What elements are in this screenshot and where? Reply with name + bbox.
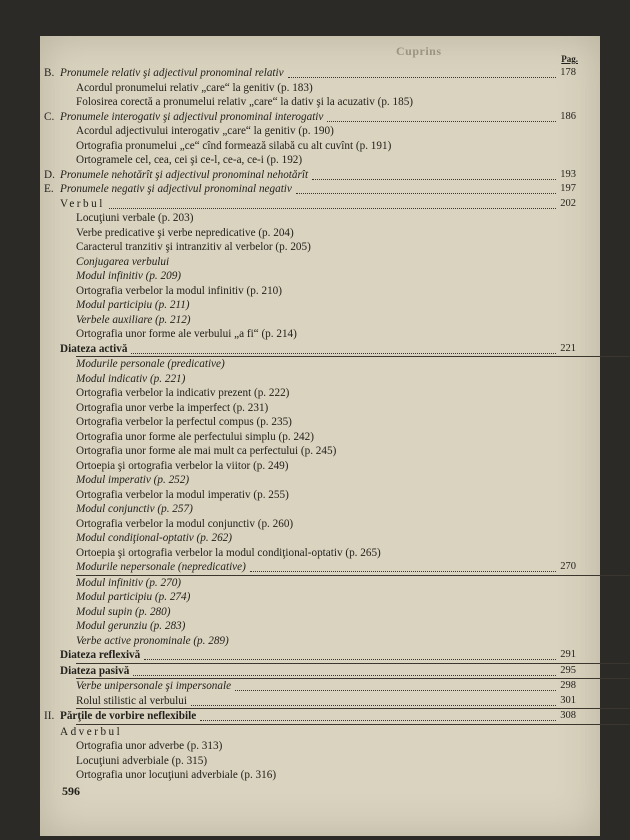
toc-entry (40, 430, 600, 445)
toc-entry-title: Ortografia verbelor la modul conjunctiv (p. 260) (76, 517, 294, 530)
footer-page-number: 596 (62, 784, 80, 798)
toc-entry-page: 202 (560, 197, 576, 209)
toc-entry-title: Ortoepia şi ortografia verbelor la viitor (p. 249) (76, 459, 289, 472)
toc-entry-title: Ortoepia şi ortografia verbelor la modul condiţional-optativ (p. 265) (76, 546, 381, 559)
toc-entry-title: Ortografia verbelor la modul imperativ (p. 255) (76, 488, 289, 501)
leader-dots (296, 192, 556, 194)
leader-dots (133, 674, 556, 676)
toc-entry (40, 211, 600, 226)
toc-entry (40, 531, 600, 546)
leader-dots (312, 178, 556, 180)
toc-entry-title: Ortografia unor forme ale perfectului simplu (p. 242) (76, 430, 314, 443)
toc-entry (40, 81, 600, 96)
toc-entry (40, 95, 600, 110)
toc-entry-page: 193 (560, 168, 576, 180)
toc-entry-title: Adverbul (60, 725, 123, 738)
leader-dots (327, 120, 556, 122)
toc-entry-title: Ortografia verbelor la perfectul compus (p. 235) (76, 416, 292, 428)
toc-entry (40, 168, 600, 183)
toc-entry-title: Pronumele interogativ şi adjectivul pronominal interogativ (60, 110, 324, 123)
toc-entry-title: Rolul stilistic al verbului (76, 694, 187, 707)
toc-entry (40, 313, 600, 328)
toc-entry-title: Modul indicativ (p. 221) (76, 372, 186, 385)
toc-entry-title: Acordul adjectivului interogativ „care“ la genitiv (p. 190) (76, 125, 334, 137)
toc-entry-title: Conjugarea verbului (76, 255, 170, 268)
toc-entry (40, 634, 600, 649)
leader-dots (109, 207, 556, 209)
toc-entry (40, 517, 600, 532)
toc-entry-title: Modurile nepersonale (nepredicative) (76, 561, 246, 573)
toc-entry-title: Modurile personale (predicative) (76, 358, 225, 370)
page-column-label: Pag. (561, 54, 578, 64)
leader-dots (200, 719, 556, 721)
toc-entry-title: Verbe unipersonale şi impersonale (76, 680, 232, 692)
toc-entry-title: Ortografia verbelor la indicativ prezent (p. 222) (76, 387, 290, 399)
toc-entry (40, 226, 600, 241)
toc-entry (40, 590, 600, 605)
toc-entry-title: Diateza reflexivă (60, 649, 141, 661)
toc-entry (40, 679, 600, 694)
toc-entry (40, 605, 600, 620)
toc-entry (40, 415, 600, 430)
toc-entry (40, 269, 600, 284)
toc-entry (40, 386, 600, 401)
toc-entry-title: Diateza activă (60, 342, 128, 355)
toc-entry-title: Pronumele relativ şi adjectivul pronominal relativ (60, 67, 284, 79)
toc-entry-title: Modul gerunziu (p. 283) (76, 620, 186, 632)
toc-entry (40, 488, 600, 503)
toc-entry-letter: C. (44, 110, 55, 123)
toc-entry-title: Folosirea corectă a pronumelui relativ „care“ la dativ şi la acuzativ (p. 185) (76, 96, 414, 108)
toc-entry-title: Verbele auxiliare (p. 212) (76, 313, 191, 326)
toc-entry-title: Părţile de vorbire neflexibile (60, 710, 197, 722)
toc-entry (40, 372, 600, 387)
toc-entry (40, 694, 600, 709)
toc-entry-title: Modul infinitiv (p. 270) (76, 576, 182, 589)
toc-entry-title: Modul supin (p. 280) (76, 605, 171, 618)
toc-entry-title: Ortografia unor verbe la imperfect (p. 231) (76, 401, 269, 414)
leader-dots (144, 658, 556, 660)
toc-entry-page: 301 (560, 694, 576, 706)
toc-entry-title: Ortografia unor locuţiuni adverbiale (p. 316) (76, 769, 277, 781)
toc-entry-title: Ortografia unor forme ale verbului „a fi“ (p. 214) (76, 328, 297, 340)
toc-entry-page: 221 (560, 342, 576, 354)
toc-entry-title: Ortografia pronumelui „ce“ cînd formează silabă cu alt cuvînt (p. 191) (76, 139, 392, 152)
toc-entry (40, 197, 600, 212)
running-head: Cuprins (396, 44, 442, 58)
toc-entry-letter: II. (44, 710, 55, 722)
toc-entry (40, 284, 600, 299)
toc-entry-title: Acordul pronumelui relativ „care“ la genitiv (p. 183) (76, 81, 313, 94)
toc-entry-title: Modul participiu (p. 274) (76, 591, 191, 603)
toc-entry-title: Modul imperativ (p. 252) (76, 474, 190, 486)
toc-entry-title: Modul conjunctiv (p. 257) (76, 503, 193, 515)
toc-entry (40, 459, 600, 474)
toc-entry-page: 186 (560, 110, 576, 122)
toc-entry-letter: B. (44, 67, 55, 79)
toc-entry-page: 308 (560, 710, 576, 721)
toc-entry (40, 576, 600, 591)
toc-entry-title: Verbe predicative şi verbe nepredicative (p. 204) (76, 226, 294, 239)
toc-entry (40, 754, 600, 769)
leader-dots (131, 352, 556, 354)
toc-entry-title: Ortografia unor adverbe (p. 313) (76, 740, 223, 752)
book-page (40, 36, 600, 836)
leader-dots (235, 689, 556, 691)
toc-entry (40, 768, 600, 783)
toc-entry (40, 709, 600, 724)
toc-entry (40, 725, 600, 740)
toc-entry-page: 178 (560, 67, 576, 78)
toc-entry (40, 560, 600, 575)
toc-entry-letter: E. (44, 183, 54, 195)
toc-entry (40, 546, 600, 561)
toc-entry (40, 255, 600, 270)
table-of-contents (40, 66, 600, 783)
toc-entry-page: 270 (560, 561, 576, 572)
toc-entry-letter: D. (44, 168, 55, 181)
toc-entry (40, 139, 600, 154)
toc-entry (40, 66, 600, 81)
toc-entry (40, 401, 600, 416)
toc-entry (40, 502, 600, 517)
toc-entry (40, 444, 600, 459)
leader-dots (288, 76, 556, 78)
toc-entry-title: Pronumele negativ şi adjectivul pronominal negativ (60, 183, 292, 195)
toc-entry-title: Modul infinitiv (p. 209) (76, 270, 182, 282)
toc-entry-page: 197 (560, 183, 576, 194)
toc-entry (40, 182, 600, 197)
toc-entry-title: Verbe active pronominale (p. 289) (76, 634, 229, 647)
toc-entry (40, 153, 600, 168)
toc-entry-title: Modul condiţional-optativ (p. 262) (76, 532, 232, 544)
toc-entry (40, 664, 600, 679)
toc-entry-title: Locuţiuni adverbiale (p. 315) (76, 754, 208, 767)
toc-entry (40, 648, 600, 663)
toc-entry (40, 342, 600, 357)
toc-entry-page: 295 (560, 664, 576, 676)
leader-dots (250, 570, 556, 572)
toc-entry-title: Caracterul tranzitiv şi intranzitiv al verbelor (p. 205) (76, 241, 311, 253)
toc-entry (40, 473, 600, 488)
toc-entry-page: 291 (560, 649, 576, 660)
toc-entry-title: Verbul (60, 197, 105, 210)
toc-entry-title: Ortografia verbelor la modul infinitiv (p. 210) (76, 284, 282, 297)
toc-entry-title: Ortogramele cel, cea, cei şi ce-l, ce-a, ce-i (p. 192) (76, 154, 303, 166)
toc-entry-title: Diateza pasivă (60, 664, 130, 677)
toc-entry (40, 240, 600, 255)
toc-entry-page: 298 (560, 680, 576, 691)
toc-entry (40, 357, 600, 372)
toc-entry (40, 327, 600, 342)
toc-entry (40, 739, 600, 754)
leader-dots (191, 704, 556, 706)
toc-entry (40, 619, 600, 634)
toc-entry-title: Modul participiu (p. 211) (76, 299, 190, 311)
toc-entry (40, 124, 600, 139)
toc-entry-title: Locuţiuni verbale (p. 203) (76, 212, 194, 224)
toc-entry-title: Pronumele nehotărît şi adjectivul pronominal nehotărît (60, 168, 309, 181)
toc-entry-title: Ortografia unor forme ale mai mult ca perfectului (p. 245) (76, 445, 337, 457)
toc-entry (40, 298, 600, 313)
toc-entry (40, 110, 600, 125)
